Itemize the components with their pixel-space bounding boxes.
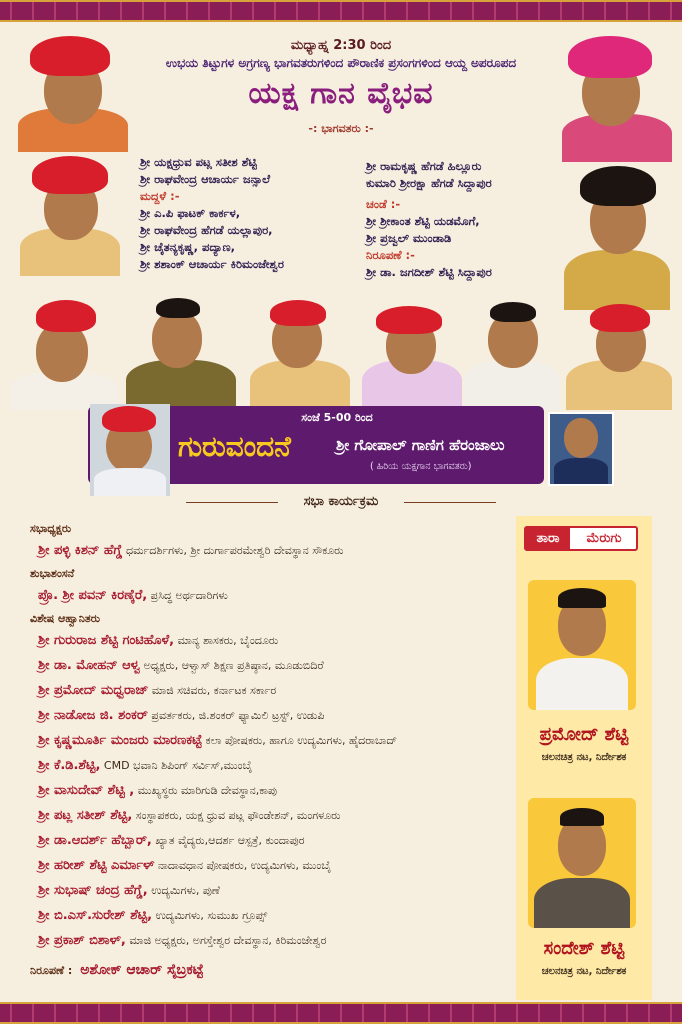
list-item: ಶ್ರೀ ಪಟ್ಲ ಸತೀಶ್ ಶೆಟ್ಟಿ, ಸಂಸ್ಥಾಪಕರು, ಯಕ್ಷ ಧ್ರುವ ಪಟ್ಲ ಫೌಂಡೇಶನ್, ಮಂಗಳೂರು <box>38 808 341 823</box>
nirupane-label: ನಿರೂಪಣೆ :- <box>366 248 415 262</box>
list-item: ಶ್ರೀ ಪ್ರಕಾಶ್ ಬಿಶಾಳ್, ಮಾಜಿ ಅಧ್ಯಕ್ಷರು, ಅಗಸ್ತೇಶ್ವರ ದೇವಸ್ಥಾನ, ಕಿರಿಮಂಜೇಶ್ವರ <box>38 933 327 948</box>
left-artists <box>140 154 350 273</box>
guruvandane-name: ಶ್ರೀ ಗೋಪಾಲ್ ಗಾಣಿಗ ಹೆರಂಜಾಲು <box>336 436 505 454</box>
star1-photo <box>528 580 636 710</box>
guruvandane-time: ಸಂಜೆ 5-00 ರಿಂದ <box>301 411 373 424</box>
list-item: ಶ್ರೀ ಬಿ.ಎಸ್.ಸುರೇಶ್ ಶೆಟ್ಟಿ, ಉದ್ಯಮಿಗಳು, ಸುಮುಖ ಗ್ರೂಪ್ಸ್ <box>38 908 268 923</box>
maddale-1: ಶ್ರೀ ಎ.ಪಿ ಫಾಟಕ್ ಕಾರ್ಕಳ, <box>140 206 241 220</box>
singer-4: ಕುಮಾರಿ ಶ್ರೀರಕ್ಷಾ ಹೆಗಡೆ ಸಿದ್ದಾಪುರ <box>366 176 492 190</box>
list-item: ಪ್ರೊ. ಶ್ರೀ ಪವನ್ ಕಿರಣ್ಕೆರೆ, ಪ್ರಸಿದ್ಧ ಅರ್ಥದಾರಿಗಳು <box>38 588 228 603</box>
star1-role: ಚಲನಚಿತ್ರ ನಟ, ನಿರ್ದೇಶಕ <box>541 752 627 763</box>
list-item: ಶ್ರೀ ಸುಭಾಷ್ ಚಂದ್ರ ಹೆಗ್ಡೆ, ಉದ್ಯಮಿಗಳು, ಪುಣೆ <box>38 883 220 898</box>
chande-1: ಶ್ರೀ ಶ್ರೀಕಾಂತ ಶೆಟ್ಟಿ ಯಡಮೊಗೆ, <box>366 214 480 228</box>
list-item: ಶ್ರೀ ಪ್ರಮೋದ್ ಮಧ್ವರಾಜ್ ಮಾಜಿ ಸಚಿವರು, ಕರ್ನಾಟಕ ಸರ್ಕಾರ <box>38 683 277 698</box>
star2-name: ಸಂದೇಶ್ ಶೆಟ್ಟಿ <box>543 938 625 959</box>
singer-1: ಶ್ರೀ ಯಕ್ಷಧ್ರುವ ಪಟ್ಲ ಸತೀಶ ಶೆಟ್ಟಿ <box>140 155 257 169</box>
tara-badge-right: ಮೆರುಗು <box>586 531 622 546</box>
bottom-border <box>0 1002 682 1024</box>
list-item: ಶ್ರೀ ಗುರುರಾಜ ಶೆಟ್ಟಿ ಗಂಟಿಹೊಳೆ, ಮಾನ್ಯ ಶಾಸಕರು, ಬೈಂದೂರು <box>38 633 279 648</box>
chande-label: ಚಂಡೆ :- <box>366 197 401 211</box>
list-item: ಶ್ರೀ ಡಾ. ಮೋಹನ್ ಆಳ್ವ ಅಧ್ಯಕ್ಷರು, ಆಳ್ವಾಸ್ ಶಿಕ್ಷಣ ಪ್ರತಿಷ್ಠಾನ, ಮೂಡುಬಿದಿರೆ <box>38 658 324 673</box>
tara-badge-left: ತಾರಾ <box>526 528 570 549</box>
list-item: ಶ್ರೀ ವಾಸುದೇವ್ ಶೆಟ್ಟಿ , ಮುಖ್ಯಸ್ಥರು ಮಾರಿಗುಡಿ ದೇವಸ್ಥಾನ,ಕಾಪು <box>38 783 278 798</box>
bhagavataru-heading: -: ಭಾಗವತರು :- <box>308 122 374 135</box>
list-item: ಶ್ರೀ ಕೆ.ಡಿ.ಶೆಟ್ಟಿ, CMD ಭವಾನಿ ಶಿಪಿಂಗ್ ಸರ್ವಿಸ್,ಮುಂಬೈ <box>38 758 253 773</box>
top-border <box>0 0 682 22</box>
list-item: ಶ್ರೀ ಪಳ್ಳಿ ಕಿಶನ್ ಹೆಗ್ಡೆ ಧರ್ಮದರ್ಶಿಗಳು, ಶ್ರೀ ದುರ್ಗಾಪರಮೇಶ್ವರಿ ದೇವಸ್ಥಾನ ಸೌಕೂರು <box>38 543 344 558</box>
guruvandane-title: ಗುರುವಂದನೆ <box>178 430 291 463</box>
singer-3: ಶ್ರೀ ರಾಮಕೃಷ್ಣ ಹೆಗಡೆ ಹಿಲ್ಲೂರು <box>366 159 482 173</box>
nirupane-name: ಶ್ರೀ ಡಾ. ಜಗದೀಶ್ ಶೆಟ್ಟಿ ಸಿದ್ದಾಪುರ <box>366 265 492 279</box>
list-item: ಶ್ರೀ ನಾಡೋಜ ಜಿ. ಶಂಕರ್ ಪ್ರವರ್ತಕರು, ಜಿ.ಶಂಕರ್ ಫ್ಯಾಮಿಲಿ ಟ್ರಸ್ಟ್, ಉಡುಪಿ <box>38 708 325 723</box>
event-title: ಯಕ್ಷ ಗಾನ ವೈಭವ <box>248 76 434 111</box>
chande-2: ಶ್ರೀ ಪ್ರಜ್ವಲ್ ಮುಂಡಾಡಿ <box>366 231 452 245</box>
list-item: ಶ್ರೀ ಕೃಷ್ಣಮೂರ್ತಿ ಮಂಜರು ಮಾರಣಕಟ್ಟೆ ಕಲಾ ಪೋಷಕರು, ಹಾಗೂ ಉದ್ಯಮಿಗಳು, ಹೈದರಾಬಾದ್ <box>38 733 398 748</box>
president-label: ಸಭಾಧ್ಯಕ್ಷರು <box>30 522 72 535</box>
sabha-heading: ಸಭಾ ಕಾರ್ಯಕ್ರಮ <box>303 494 379 509</box>
star2-photo <box>528 798 636 928</box>
guruvandane-note: ( ಹಿರಿಯ ಯಕ್ಷಗಾನ ಭಾಗವತರು) <box>370 461 472 472</box>
star2-role: ಚಲನಚಿತ್ರ ನಟ, ನಿರ್ದೇಶಕ <box>541 966 627 977</box>
event-subtitle: ಉಭಯ ತಿಟ್ಟುಗಳ ಅಗ್ರಗಣ್ಯ ಭಾಗವತರುಗಳಿಂದ ಪೌರಾಣಿಕ ಪ್ರಸಂಗಗಳಿಂದ ಆಯ್ದ ಅಪರೂಪದ <box>165 56 517 70</box>
star1-name: ಪ್ರಮೋದ್ ಶೆಟ್ಟಿ <box>539 724 629 745</box>
list-item: ಶ್ರೀ ಹರೀಶ್ ಶೆಟ್ಟಿ ಎರ್ಮಾಳ್ ನಾದಾವಧಾನ ಪೋಷಕರು, ಉದ್ಯಮಿಗಳು, ಮುಂಬೈ <box>38 858 332 873</box>
maddale-2: ಶ್ರೀ ರಾಘವೇಂದ್ರ ಹೆಗಡೆ ಯಲ್ಲಾಪುರ, <box>140 223 273 237</box>
sabha-nirupane: ನಿರೂಪಣೆ : ಅಶೋಕ್ ಆಚಾರ್ ಸೈಬ್ರಕಟ್ಟೆ <box>30 962 204 978</box>
maddale-label: ಮದ್ದಳೆ :- <box>140 189 180 203</box>
maddale-3: ಶ್ರೀ ಚೈತನ್ಯಕೃಷ್ಣ, ಪದ್ಯಾಣ, <box>140 240 236 254</box>
list-item: ಶ್ರೀ ಡಾ.ಆದರ್ಶ್ ಹೆಬ್ಬಾರ್, ಖ್ಯಾತ ವೈದ್ಯರು,ಆದರ್ಶ ಆಸ್ಪತ್ರೆ, ಕುಂದಾಪುರ <box>38 833 305 848</box>
blessing-label: ಶುಭಾಶಂಸನೆ <box>30 567 75 580</box>
guests-label: ವಿಶೇಷ ಆಹ್ವಾನಿತರು <box>30 612 101 625</box>
sabha-list <box>30 518 500 953</box>
singer-2: ಶ್ರೀ ರಾಘವೇಂದ್ರ ಆಚಾರ್ಯ ಜನ್ಸಾಲೆ <box>140 172 271 186</box>
start-time: ಮಧ್ಯಾಹ್ನ 2:30 ರಿಂದ <box>290 38 392 53</box>
right-artists <box>366 158 562 281</box>
maddale-4: ಶ್ರೀ ಶಶಾಂಕ್ ಆಚಾರ್ಯ ಕಿರಿಮಂಜೇಶ್ವರ <box>140 257 284 271</box>
